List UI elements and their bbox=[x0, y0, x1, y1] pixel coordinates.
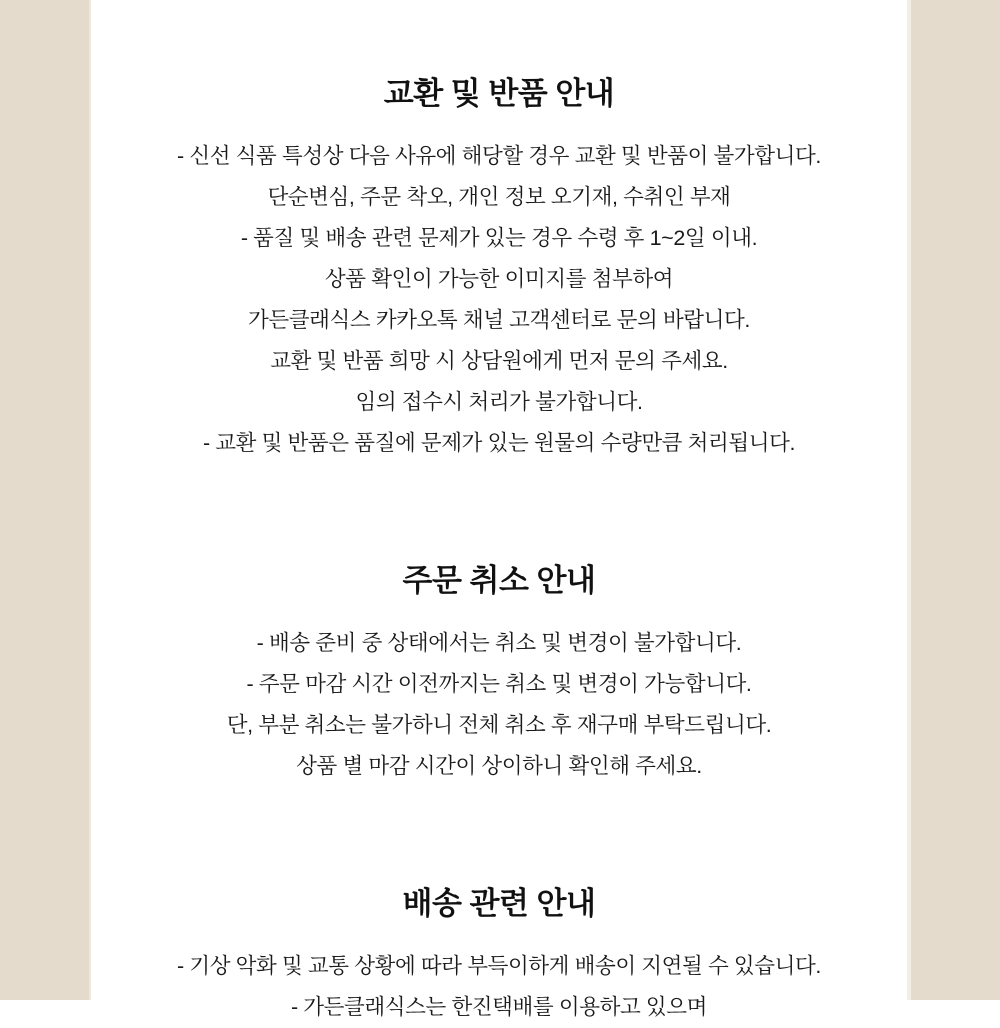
notice-line: 상품 별 마감 시간이 상이하니 확인해 주세요. bbox=[296, 754, 702, 778]
section-order-cancel bbox=[91, 559, 907, 787]
notice-line: - 신선 식품 특성상 다음 사유에 해당할 경우 교환 및 반품이 불가합니다. bbox=[177, 144, 821, 168]
notice-line: 교환 및 반품 희망 시 상담원에게 먼저 문의 주세요. bbox=[270, 349, 728, 373]
notice-line: - 기상 악화 및 교통 상황에 따라 부득이하게 배송이 지연될 수 있습니다. bbox=[177, 954, 821, 978]
section-title-order-cancel: 주문 취소 안내 bbox=[402, 563, 596, 598]
left-margin-band bbox=[0, 0, 91, 1000]
notice-line: - 주문 마감 시간 이전까지는 취소 및 변경이 가능합니다. bbox=[246, 672, 752, 696]
section-title-exchange-return: 교환 및 반품 안내 bbox=[383, 76, 615, 111]
notice-line: 단, 부분 취소는 불가하니 전체 취소 후 재구매 부탁드립니다. bbox=[226, 713, 772, 737]
notice-line: - 배송 준비 중 상태에서는 취소 및 변경이 불가합니다. bbox=[256, 631, 742, 655]
right-margin-band bbox=[907, 0, 1000, 1000]
notice-line: 상품 확인이 가능한 이미지를 첨부하여 bbox=[324, 267, 674, 291]
section-delivery bbox=[91, 882, 907, 1028]
notice-line: 가든클래식스 카카오톡 채널 고객센터로 문의 바랍니다. bbox=[248, 308, 750, 332]
section-exchange-return bbox=[91, 72, 907, 464]
notice-line-cutoff: - 가든클래식스는 한진택배를 이용하고 있으며 bbox=[290, 995, 708, 1019]
notice-content bbox=[91, 0, 907, 1028]
section-title-delivery: 배송 관련 안내 bbox=[402, 886, 596, 921]
notice-line: - 품질 및 배송 관련 문제가 있는 경우 수령 후 1~2일 이내. bbox=[240, 226, 758, 250]
notice-line: - 교환 및 반품은 품질에 문제가 있는 원물의 수량만큼 처리됩니다. bbox=[202, 431, 796, 455]
notice-line: 단순변심, 주문 착오, 개인 정보 오기재, 수취인 부재 bbox=[267, 185, 731, 209]
notice-line: 임의 접수시 처리가 불가합니다. bbox=[355, 390, 643, 414]
